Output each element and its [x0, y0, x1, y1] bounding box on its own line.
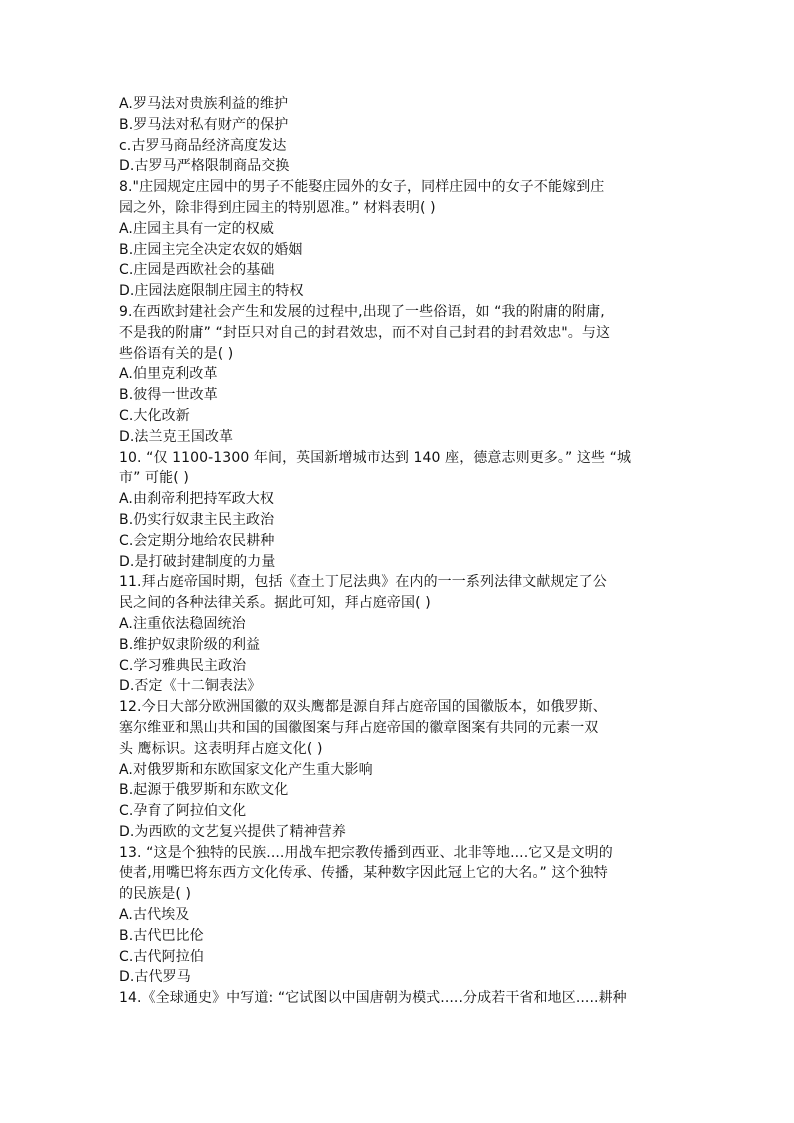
text-line: 塞尔维亚和黑山共和国的国徽图案与拜占庭帝国的徽章图案有共同的元素一双: [119, 719, 599, 736]
text-line: B.维护奴隶阶级的利益: [119, 636, 261, 653]
text-line: A.古代埃及: [119, 907, 190, 924]
text-line: A.由刹帝利把持军政大权: [119, 491, 274, 508]
text-line: 9.在西欧封建社会产生和发展的过程中,出现了一些俗语，如 “我的附庸的附庸,: [119, 303, 605, 320]
text-line: D.庄园法庭限制庄园主的特权: [119, 283, 304, 300]
text-line: 园之外，除非得到庄园主的特别恩准。” 材料表明( ): [119, 199, 436, 216]
text-line: D.是打破封建制度的力量: [119, 553, 276, 570]
text-line: B.庄园主完全决定农奴的婚姻: [119, 241, 303, 258]
text-line: 不是我的附庸” “封臣只对自己的封君效忠，而不对自己封君的封君效忠"。与这: [119, 324, 611, 341]
text-line: c.古罗马商品经济高度发达: [119, 137, 287, 154]
text-line: C.会定期分地给农民耕种: [119, 532, 275, 549]
text-line: 8."庄园规定庄园中的男子不能娶庄园外的女子，同样庄园中的女子不能嫁到庄: [119, 179, 605, 196]
text-line: D.法兰克王国改革: [119, 428, 234, 445]
text-line: 的民族是( ): [119, 886, 192, 903]
text-line: C.大化改新: [119, 407, 190, 424]
text-line: 市” 可能( ): [119, 470, 189, 487]
text-line: D.古罗马严格限制商品交换: [119, 158, 290, 175]
text-line: A.伯里克利改革: [119, 366, 218, 383]
text-line: 13. “这是个独特的民族....用战车把宗教传播到西亚、北非等地....它又是文明的: [119, 844, 613, 861]
text-line: B.仍实行奴隶主民主政治: [119, 511, 275, 528]
text-line: B.罗马法对私有财产的保护: [119, 116, 289, 133]
text-line: D.否定《十二铜表法》: [119, 678, 262, 695]
text-line: B.古代巴比伦: [119, 927, 204, 944]
text-line: A.注重依法稳固统治: [119, 615, 246, 632]
text-line: C.孕育了阿拉伯文化: [119, 803, 247, 820]
text-line: A.罗马法对贵族利益的维护: [119, 96, 289, 112]
text-line: D.为西欧的文艺复兴提供了精神营养: [119, 823, 346, 840]
text-line: C.古代阿拉伯: [119, 948, 204, 965]
text-line: A.庄园主具有一定的权威: [119, 220, 274, 237]
text-line: 11.拜占庭帝国时期，包括《查土丁尼法典》在内的一一系列法律文献规定了公: [119, 574, 607, 591]
text-line: A.对俄罗斯和东欧国家文化产生重大影响: [119, 761, 373, 778]
text-line: 12.今日大部分欧洲国徽的双头鹰都是源自拜占庭帝国的国徽版本，如俄罗斯、: [119, 699, 607, 716]
text-line: C.庄园是西欧社会的基础: [119, 262, 275, 279]
text-line: C.学习雅典民主政治: [119, 657, 247, 674]
text-line: D.古代罗马: [119, 969, 191, 986]
text-line: 14.《全球通史》中写道: “它试图以中国唐朝为模式.....分成若干省和地区.....耕种: [119, 990, 627, 1007]
question-text-block: [119, 94, 679, 1009]
text-line: 使者,用嘴巴将东西方文化传承、传播，某种数字因此冠上它的大名。” 这个独特: [119, 865, 608, 882]
text-line: 民之间的各种法律关系。据此可知，拜占庭帝国( ): [119, 595, 431, 612]
text-line: B.彼得一世改革: [119, 387, 218, 404]
text-line: 10. “仅 1100-1300 年间，英国新增城市达到 140 座，德意志则更多。” 这些 “城: [119, 449, 632, 466]
text-line: B.起源于俄罗斯和东欧文化: [119, 782, 289, 799]
text-line: 些俗语有关的是( ): [119, 345, 234, 362]
text-line: 头 鹰标识。这表明拜占庭文化( ): [119, 740, 323, 757]
